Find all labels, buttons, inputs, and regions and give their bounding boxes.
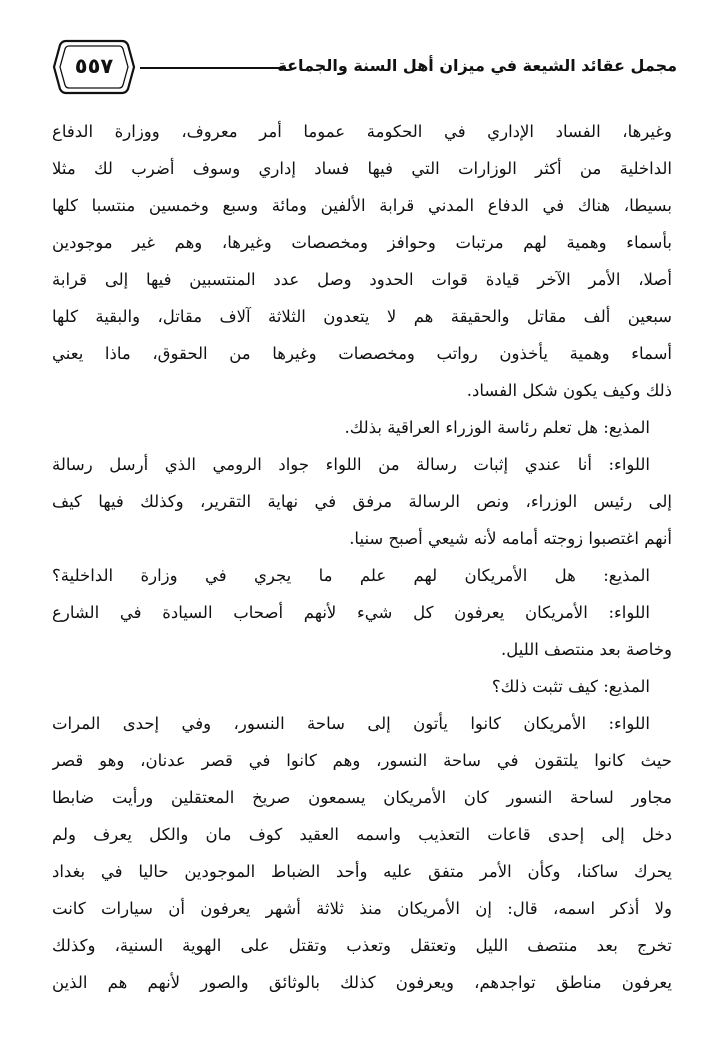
- header-rule: [140, 67, 286, 69]
- text-line: أسماء وهمية يأخذون رواتب ومخصصات وغيرها من الحقوق، ماذا يعني: [52, 344, 672, 363]
- text-line: تخرج بعد منتصف الليل وتعتقل وتعذب وتقتل على الهوية السنية، وكذلك: [52, 936, 672, 955]
- text-line: حيث كانوا يلتقون في ساحة النسور، وهم كانوا في قصر عدنان، وهو قصر: [52, 751, 672, 770]
- text-line: سبعين ألف مقاتل والحقيقة هم لا يتعدون الثلاثة آلاف مقاتل، والبقية كلها: [52, 307, 672, 326]
- text-line: بسيطا، هناك في الدفاع المدني قرابة الألفين ومائة وسبع وخمسين منتسبا كلها: [52, 196, 672, 215]
- text-line: اللواء: أنا عندي إثبات رسالة من اللواء جواد الرومي الذي أرسل رسالة: [52, 455, 650, 474]
- page-number: ٥٥٧: [74, 54, 114, 78]
- text-line: وغيرها، الفساد الإداري في الحكومة عموما أمر معروف، ووزارة الدفاع: [52, 122, 672, 141]
- page-header: [52, 38, 677, 96]
- text-line: الداخلية من أكثر الوزارات التي فيها فساد إداري وسوف أضرب لك مثلا: [52, 159, 672, 178]
- running-title: مجمل عقائد الشيعة في ميزان أهل السنة والجماعة: [277, 56, 677, 75]
- text-line: أنهم اغتصبوا زوجته أمامه لأنه شيعي أصبح سنيا.: [349, 529, 672, 548]
- text-line: أصلا، الأمر الآخر قيادة قوات الحدود وصل عدد المنتسبين فيها إلى قرابة: [52, 270, 672, 289]
- text-line: إلى رئيس الوزراء، ونص الرسالة مرفق في نهاية التقرير، وكذلك فيها كيف: [52, 492, 672, 511]
- text-line: اللواء: الأمريكان يعرفون كل شيء لأنهم أصحاب السيادة في الشارع: [52, 603, 650, 622]
- text-line: بأسماء وهمية لهم مرتبات وحوافز ومخصصات وغيرها، وهم غير موجودين: [52, 233, 672, 252]
- text-line: المذيع: هل الأمريكان لهم علم ما يجري في وزارة الداخلية؟: [52, 566, 650, 585]
- text-line: ذلك وكيف يكون شكل الفساد.: [466, 381, 672, 400]
- text-line: مجاور لساحة النسور كان الأمريكان يسمعون صريخ المعتقلين ورأيت ضابطا: [52, 788, 672, 807]
- body-text: [52, 113, 672, 1001]
- text-line: اللواء: الأمريكان كانوا يأتون إلى ساحة النسور، وفي إحدى المرات: [52, 714, 650, 733]
- text-line: المذيع: هل تعلم رئاسة الوزراء العراقية بذلك.: [344, 418, 650, 437]
- text-line: وخاصة بعد منتصف الليل.: [501, 640, 672, 659]
- text-line: يعرفون مناطق تواجدهم، ويعرفون كذلك بالوثائق والصور لأنهم هم الذين: [52, 973, 672, 992]
- text-line: المذيع: كيف تثبت ذلك؟: [491, 677, 650, 696]
- text-line: يحرك ساكنا، وكأن الأمر متفق عليه وأحد الضباط الموجودين حاليا في بغداد: [52, 862, 672, 881]
- text-line: دخل إلى إحدى قاعات التعذيب واسمه العقيد كوف مان والكل يعرف ولم: [52, 825, 672, 844]
- text-line: ولا أذكر اسمه، قال: إن الأمريكان منذ ثلاثة أشهر يعرفون أن سيارات كانت: [52, 899, 672, 918]
- page-number-badge: [52, 38, 136, 96]
